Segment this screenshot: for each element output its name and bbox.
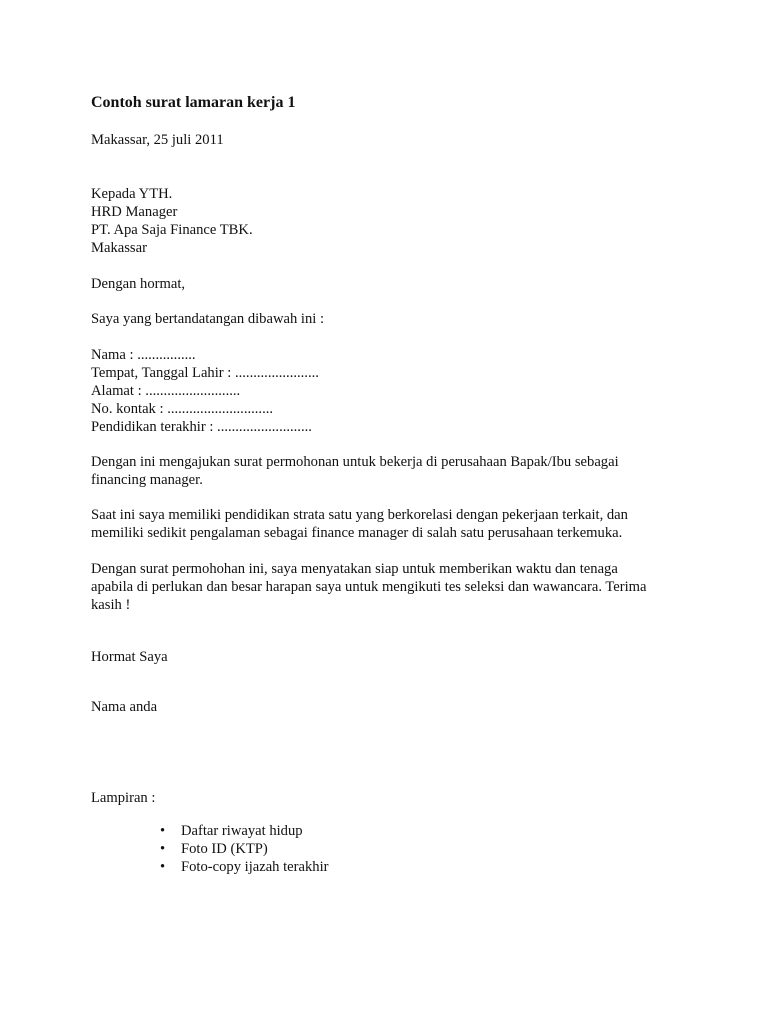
field-nama: Nama : ................ xyxy=(91,347,196,363)
recipient-line-3: PT. Apa Saja Finance TBK. xyxy=(91,222,253,238)
paragraph3-line-1: Dengan surat permohohan ini, saya menyatakan siap untuk memberikan waktu dan tenaga xyxy=(91,561,618,577)
attachments-list xyxy=(160,822,329,876)
paragraph1-line-2: financing manager. xyxy=(91,472,203,488)
field-pendidikan: Pendidikan terakhir : .......................... xyxy=(91,419,312,435)
closing: Hormat Saya xyxy=(91,649,168,665)
recipient-line-2: HRD Manager xyxy=(91,204,178,220)
greeting: Dengan hormat, xyxy=(91,276,186,292)
paragraph2-line-2: memiliki sedikit pengalaman sebagai finance manager di salah satu perusahaan terkemuka. xyxy=(91,525,623,541)
field-tempat-tanggal-lahir: Tempat, Tanggal Lahir : ....................... xyxy=(91,365,319,381)
field-alamat: Alamat : .......................... xyxy=(91,383,241,399)
intro-line: Saya yang bertandatangan dibawah ini : xyxy=(91,311,325,327)
signature-name: Nama anda xyxy=(91,699,158,715)
list-item: • Foto ID (KTP) xyxy=(160,840,329,858)
paragraph3-line-2: apabila di perlukan dan besar harapan saya untuk mengikuti tes seleksi dan wawancara. Terima xyxy=(91,579,647,595)
paragraph1-line-1: Dengan ini mengajukan surat permohonan untuk bekerja di perusahaan Bapak/Ibu sebagai xyxy=(91,454,619,470)
recipient-line-1: Kepada YTH. xyxy=(91,186,173,202)
paragraph3-line-3: kasih ! xyxy=(91,597,131,613)
list-item: • Foto-copy ijazah terakhir xyxy=(160,858,329,876)
recipient-line-4: Makassar xyxy=(91,240,147,256)
field-no-kontak: No. kontak : ............................. xyxy=(91,401,274,417)
list-item: • Daftar riwayat hidup xyxy=(160,822,329,840)
paragraph2-line-1: Saat ini saya memiliki pendidikan strata satu yang berkorelasi dengan pekerjaan terkait, dan xyxy=(91,507,628,523)
date-line: Makassar, 25 juli 2011 xyxy=(91,132,224,148)
document-title: Contoh surat lamaran kerja 1 xyxy=(91,94,296,111)
attachments-label: Lampiran : xyxy=(91,790,156,806)
